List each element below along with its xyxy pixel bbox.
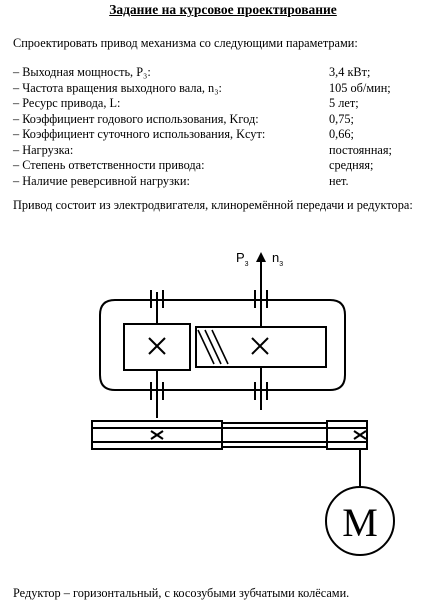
param-value: нет. xyxy=(329,173,349,188)
param-row xyxy=(13,81,433,97)
parameter-list xyxy=(13,65,433,189)
drive-kinematic-scheme xyxy=(0,240,446,580)
param-value: 3,4 кВт; xyxy=(329,65,371,79)
output-arrow-icon xyxy=(256,252,266,262)
param-label: – Коэффициент годового использования, Kгод: xyxy=(13,111,259,126)
param-label: – Степень ответственности привода: xyxy=(13,158,205,172)
param-label: – Коэффициент суточного использования, Kсут: xyxy=(13,127,266,141)
param-row xyxy=(13,143,433,159)
param-row xyxy=(13,65,433,81)
param-row xyxy=(13,158,433,174)
param-label: – Наличие реверсивной нагрузки: xyxy=(13,173,190,188)
param-label: – Ресурс привода, L: xyxy=(13,96,121,110)
param-value: 105 об/мин; xyxy=(329,80,391,95)
speed-label: $n_3$ xyxy=(272,250,284,268)
param-label: – Нагрузка: xyxy=(13,142,74,157)
footer-note: Редуктор – горизонтальный, с косозубыми зубчатыми колёсами. xyxy=(13,586,350,600)
motor-label: M xyxy=(342,500,378,545)
param-value: 0,75; xyxy=(329,111,354,126)
param-label: – Частота вращения выходного вала, n₃: xyxy=(13,80,222,95)
param-row xyxy=(13,127,433,143)
drive-description: Привод состоит из электродвигателя, клиноремённой передачи и редуктора: xyxy=(13,198,413,212)
param-row xyxy=(13,112,433,128)
param-value: 5 лет; xyxy=(329,96,359,110)
param-row xyxy=(13,174,433,190)
param-label: – Выходная мощность, P₃: xyxy=(13,65,151,79)
param-value: средняя; xyxy=(329,158,374,172)
param-row xyxy=(13,96,433,112)
v-belt-drive xyxy=(92,421,367,449)
page-title: Задание на курсовое проектирование xyxy=(109,2,337,17)
power-label: $P_3$ xyxy=(236,250,249,268)
param-value: постоянная; xyxy=(329,142,392,157)
intro-text: Спроектировать привод механизма со следующими параметрами: xyxy=(13,36,358,50)
param-value: 0,66; xyxy=(329,127,354,141)
